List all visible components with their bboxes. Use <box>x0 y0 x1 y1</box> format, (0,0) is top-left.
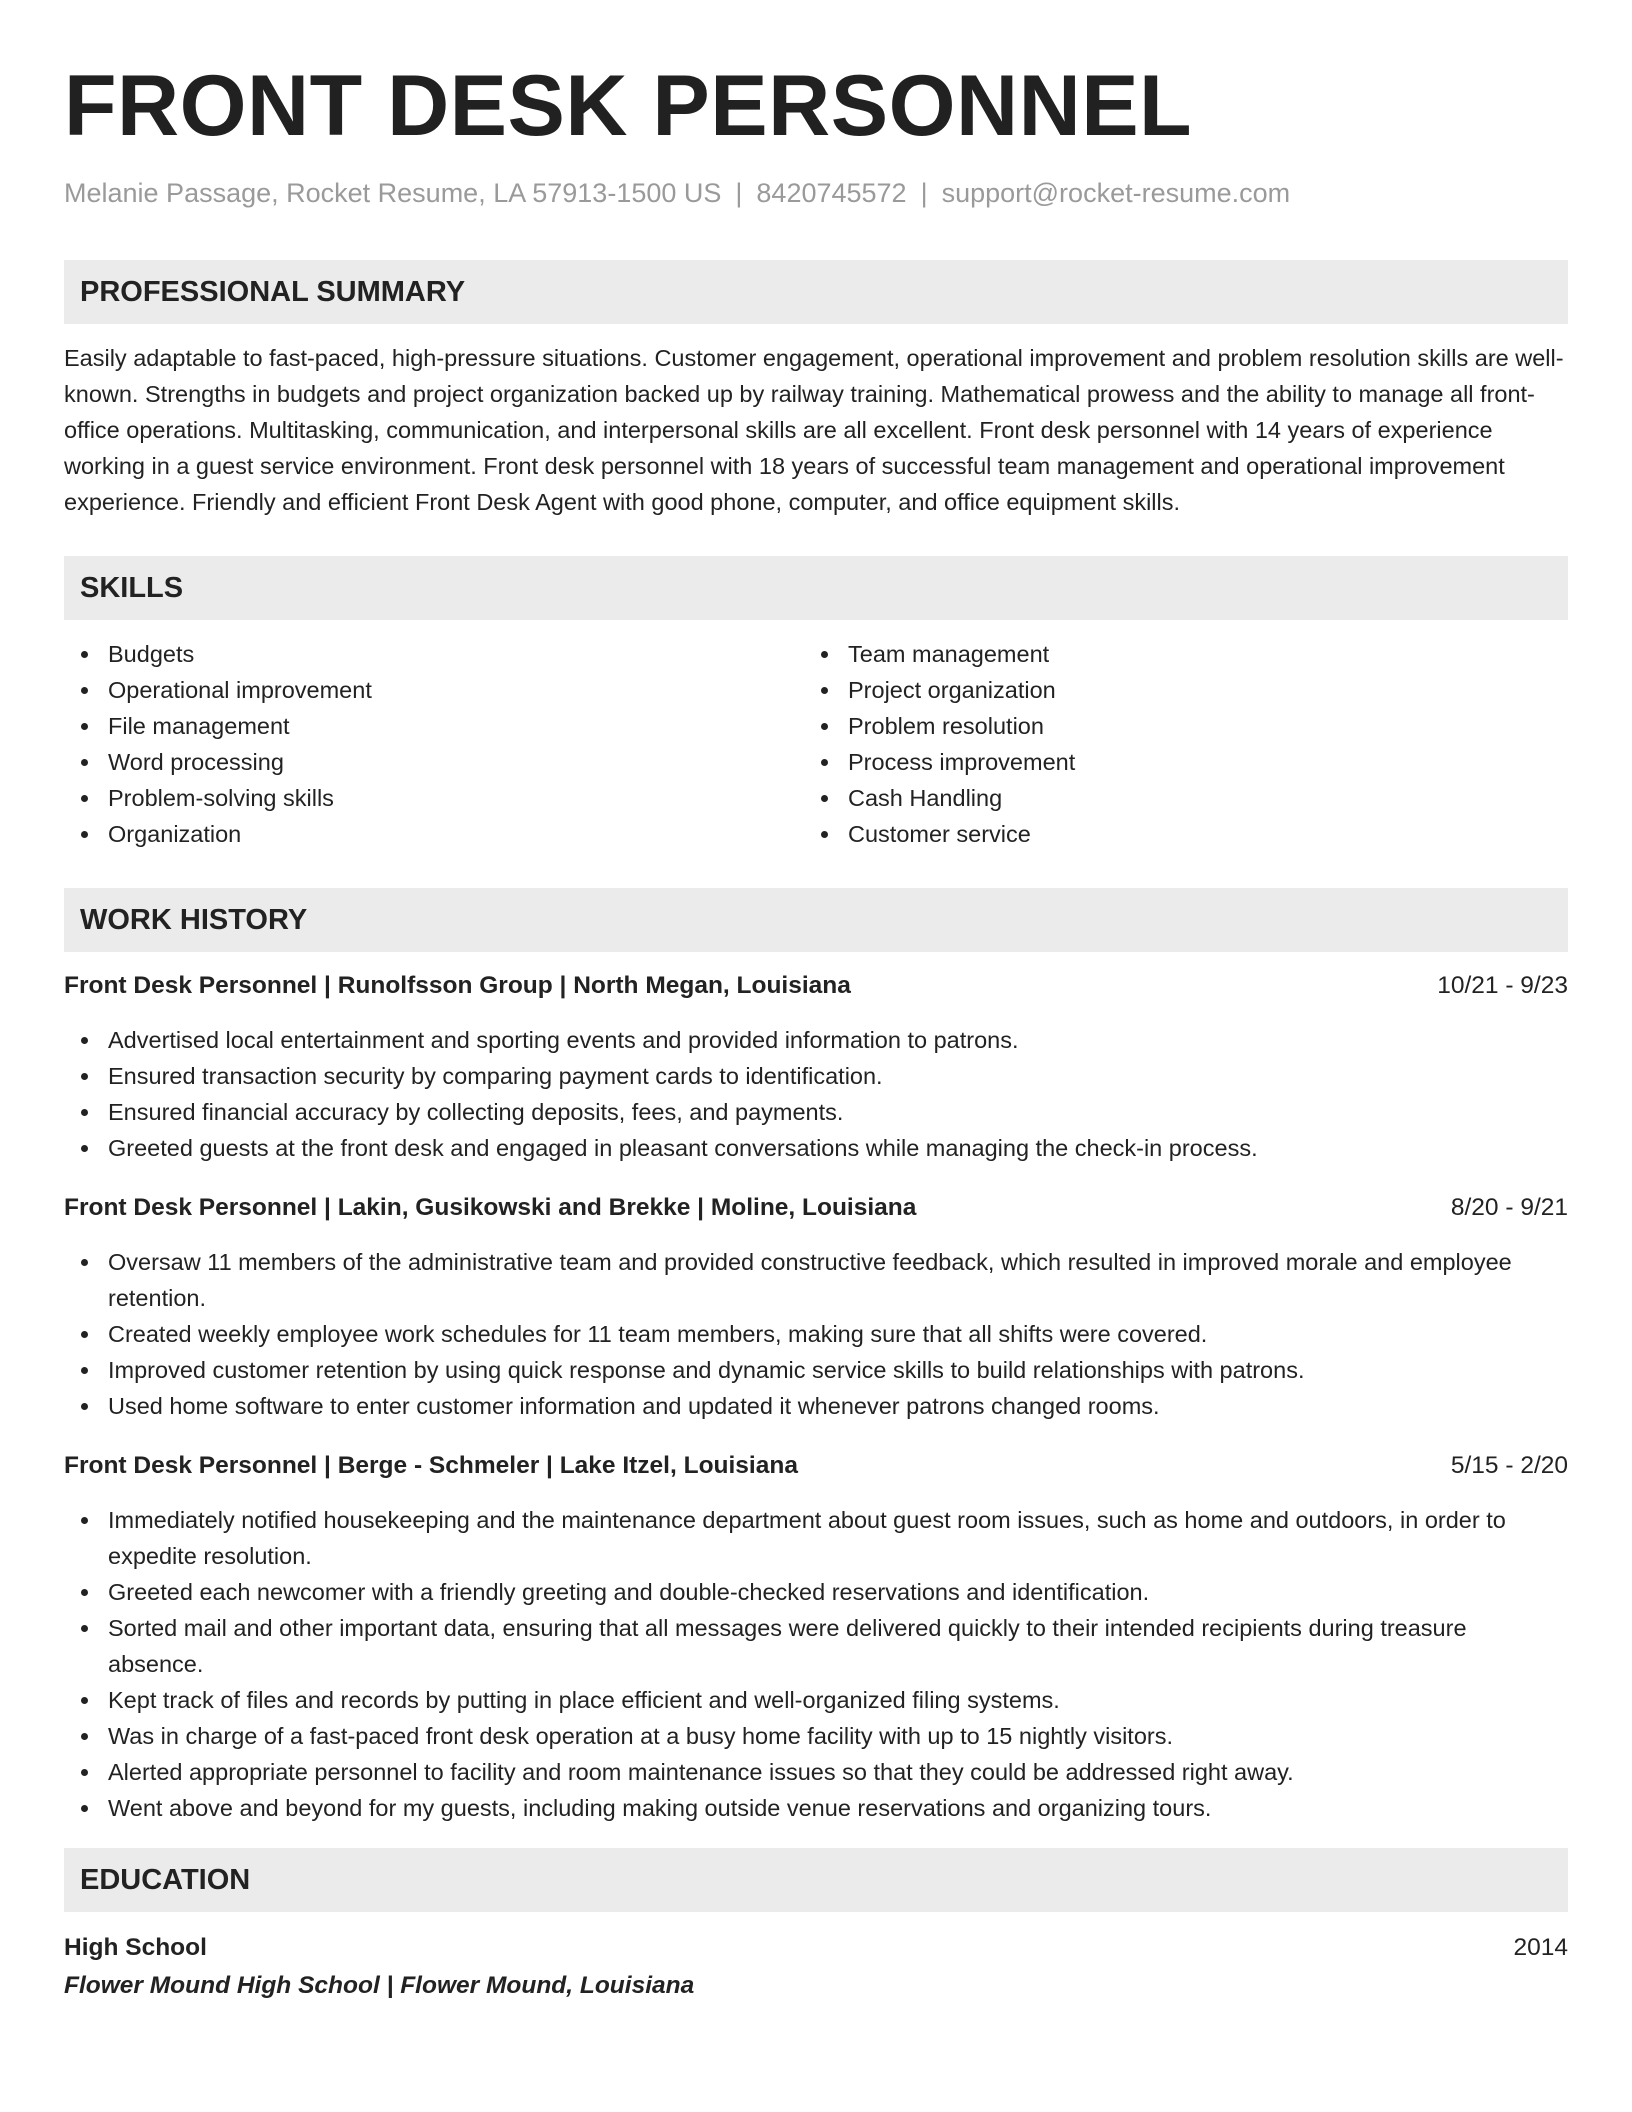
job-bullets <box>64 1502 1568 1826</box>
job-bullets <box>64 1022 1568 1166</box>
contact-email: support@rocket-resume.com <box>941 178 1291 208</box>
section-heading-summary: PROFESSIONAL SUMMARY <box>64 260 1568 324</box>
skills-column-right <box>804 636 1544 852</box>
education-school: Flower Mound High School | Flower Mound, Louisiana <box>64 1972 695 1999</box>
education-degree: High School <box>64 1934 207 1961</box>
job-header <box>64 1448 1568 1484</box>
skill-item: Budgets <box>64 636 804 672</box>
job-entry <box>64 968 1568 1166</box>
summary-text: Easily adaptable to fast-paced, high-pressure situations. Customer engagement, operational improvement and problem resolution skills are well-known. Strengths in budgets and project organization backed up by railway training. Mathematical prowess and the ability to manage all front-office operations. Multitasking, communication, and interpersonal skills are all excellent. Front desk personnel with 14 years of experience working in a guest service environment. Front desk personnel with 18 years of successful team management and operational improvement experience. Friendly and efficient Front Desk Agent with good phone, computer, and office equipment skills. <box>64 345 1564 515</box>
job-dates: 5/15 - 2/20 <box>1450 1452 1568 1479</box>
resume-name: FRONT DESK PERSONNEL <box>64 58 1193 154</box>
job-title: Front Desk Personnel | Lakin, Gusikowski and Brekke | Moline, Louisiana <box>64 1194 917 1221</box>
job-dates: 10/21 - 9/23 <box>1437 972 1568 999</box>
job-bullet: Ensured financial accuracy by collecting deposits, fees, and payments. <box>64 1094 1568 1130</box>
contact-separator: | <box>920 178 928 208</box>
contact-line <box>64 176 1568 210</box>
education-header <box>64 1930 1568 1966</box>
job-entry <box>64 1448 1568 1826</box>
job-bullet: Greeted each newcomer with a friendly greeting and double-checked reservations and identification. <box>64 1574 1568 1610</box>
skills-list <box>64 636 1568 852</box>
education-year: 2014 <box>1513 1934 1568 1961</box>
job-bullet: Alerted appropriate personnel to facility and room maintenance issues so that they could be addressed right away. <box>64 1754 1568 1790</box>
skill-item: Project organization <box>804 672 1544 708</box>
job-bullet: Oversaw 11 members of the administrative team and provided constructive feedback, which resulted in improved morale and employee retention. <box>64 1244 1568 1316</box>
skill-item: Organization <box>64 816 804 852</box>
skill-item: Problem resolution <box>804 708 1544 744</box>
job-bullet: Went above and beyond for my guests, including making outside venue reservations and organizing tours. <box>64 1790 1568 1826</box>
skill-item: Cash Handling <box>804 780 1544 816</box>
skill-item: File management <box>64 708 804 744</box>
contact-address: Melanie Passage, Rocket Resume, LA 57913-1500 US <box>64 178 722 208</box>
skill-item: Word processing <box>64 744 804 780</box>
job-bullet: Sorted mail and other important data, ensuring that all messages were delivered quickly to their intended recipients during treasure absence. <box>64 1610 1568 1682</box>
job-bullet: Improved customer retention by using quick response and dynamic service skills to build relationships with patrons. <box>64 1352 1568 1388</box>
job-title: Front Desk Personnel | Runolfsson Group | North Megan, Louisiana <box>64 972 851 999</box>
job-header <box>64 1190 1568 1226</box>
job-entry <box>64 1190 1568 1424</box>
skill-item: Team management <box>804 636 1544 672</box>
job-bullet: Was in charge of a fast-paced front desk operation at a busy home facility with up to 15 nightly visitors. <box>64 1718 1568 1754</box>
skills-column-left <box>64 636 804 852</box>
job-bullet: Kept track of files and records by putting in place efficient and well-organized filing systems. <box>64 1682 1568 1718</box>
job-bullet: Used home software to enter customer information and updated it whenever patrons changed rooms. <box>64 1388 1568 1424</box>
job-header <box>64 968 1568 1004</box>
section-heading-work-history: WORK HISTORY <box>64 888 1568 952</box>
education-entry <box>64 1930 1568 2004</box>
section-heading-education: EDUCATION <box>64 1848 1568 1912</box>
job-bullets <box>64 1244 1568 1424</box>
job-dates: 8/20 - 9/21 <box>1450 1194 1568 1221</box>
section-heading-skills: SKILLS <box>64 556 1568 620</box>
job-bullet: Greeted guests at the front desk and engaged in pleasant conversations while managing the check-in process. <box>64 1130 1568 1166</box>
skill-item: Operational improvement <box>64 672 804 708</box>
contact-separator: | <box>735 178 743 208</box>
job-bullet: Created weekly employee work schedules for 11 team members, making sure that all shifts were covered. <box>64 1316 1568 1352</box>
skill-item: Process improvement <box>804 744 1544 780</box>
job-bullet: Immediately notified housekeeping and the maintenance department about guest room issues, such as home and outdoors, in order to expedite resolution. <box>64 1502 1568 1574</box>
job-bullet: Ensured transaction security by comparing payment cards to identification. <box>64 1058 1568 1094</box>
job-title: Front Desk Personnel | Berge - Schmeler | Lake Itzel, Louisiana <box>64 1452 798 1479</box>
job-bullet: Advertised local entertainment and sporting events and provided information to patrons. <box>64 1022 1568 1058</box>
skill-item: Problem-solving skills <box>64 780 804 816</box>
contact-phone: 8420745572 <box>756 178 907 208</box>
skill-item: Customer service <box>804 816 1544 852</box>
